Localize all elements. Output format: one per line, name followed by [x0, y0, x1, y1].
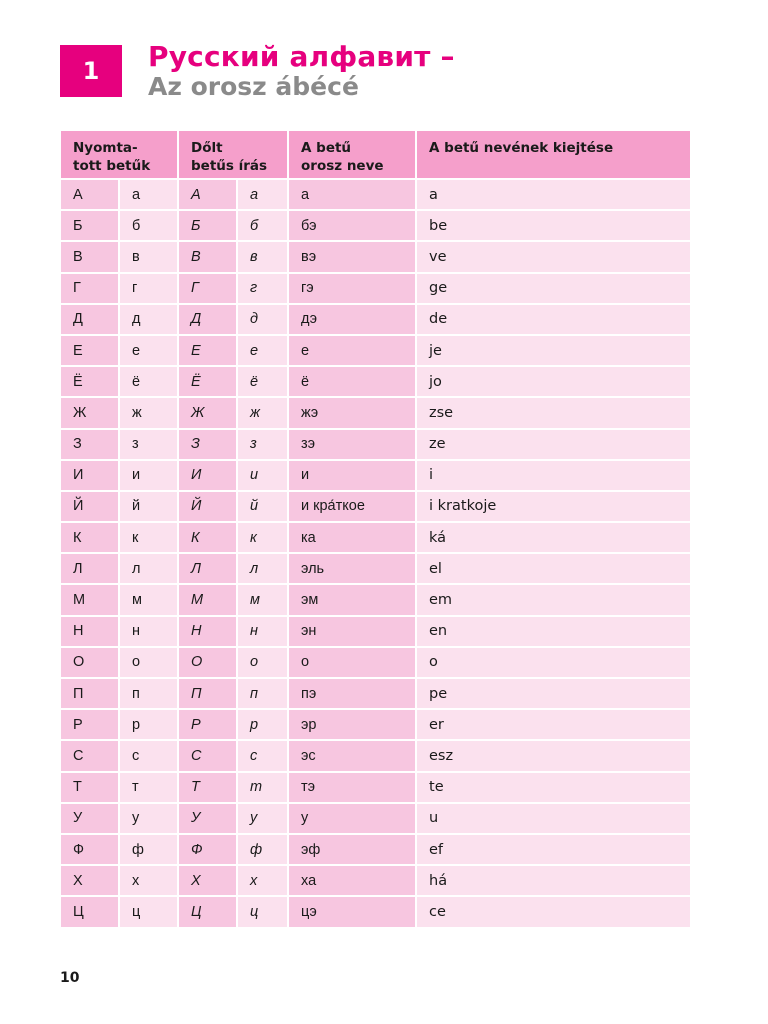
- table-row: [61, 648, 690, 679]
- table-row: [61, 804, 690, 835]
- pronunciation-cell: de: [417, 305, 690, 336]
- pronunciation-cell: er: [417, 710, 690, 741]
- alphabet-table-body: [61, 180, 690, 929]
- russian-name-cell: и кра́ткое: [289, 492, 417, 523]
- italic-lowercase-cell: е: [238, 336, 289, 367]
- header-italic-letters: [179, 131, 289, 180]
- pronunciation-cell: en: [417, 617, 690, 648]
- printed-lowercase-cell: о: [120, 648, 179, 679]
- pronunciation-cell: em: [417, 585, 690, 616]
- italic-lowercase-cell: п: [238, 679, 289, 710]
- russian-name-cell: зэ: [289, 430, 417, 461]
- russian-name-cell: ё: [289, 367, 417, 398]
- russian-name-cell: эф: [289, 835, 417, 866]
- pronunciation-cell: ze: [417, 430, 690, 461]
- italic-uppercase-cell: З: [179, 430, 238, 461]
- printed-lowercase-cell: т: [120, 773, 179, 804]
- printed-uppercase-cell: В: [61, 242, 120, 273]
- printed-lowercase-cell: н: [120, 617, 179, 648]
- italic-lowercase-cell: в: [238, 242, 289, 273]
- page-number: 10: [60, 970, 80, 986]
- printed-uppercase-cell: Б: [61, 211, 120, 242]
- table-row: [61, 897, 690, 928]
- italic-uppercase-cell: Л: [179, 554, 238, 585]
- italic-uppercase-cell: Н: [179, 617, 238, 648]
- pronunciation-cell: i: [417, 461, 690, 492]
- russian-name-cell: и: [289, 461, 417, 492]
- russian-name-cell: у: [289, 804, 417, 835]
- italic-uppercase-cell: Т: [179, 773, 238, 804]
- printed-uppercase-cell: Л: [61, 554, 120, 585]
- italic-uppercase-cell: В: [179, 242, 238, 273]
- printed-lowercase-cell: г: [120, 274, 179, 305]
- printed-lowercase-cell: с: [120, 741, 179, 772]
- italic-lowercase-cell: т: [238, 773, 289, 804]
- printed-uppercase-cell: Х: [61, 866, 120, 897]
- printed-uppercase-cell: З: [61, 430, 120, 461]
- printed-lowercase-cell: л: [120, 554, 179, 585]
- pronunciation-cell: te: [417, 773, 690, 804]
- header-name-line1: A betű: [301, 140, 352, 156]
- pronunciation-cell: je: [417, 336, 690, 367]
- header-russian-name: [289, 131, 417, 180]
- printed-uppercase-cell: Ж: [61, 398, 120, 429]
- italic-uppercase-cell: Е: [179, 336, 238, 367]
- page-title-hungarian: Az orosz ábécé: [148, 72, 359, 101]
- italic-uppercase-cell: Ц: [179, 897, 238, 928]
- printed-lowercase-cell: ц: [120, 897, 179, 928]
- russian-name-cell: бэ: [289, 211, 417, 242]
- printed-uppercase-cell: Й: [61, 492, 120, 523]
- russian-name-cell: тэ: [289, 773, 417, 804]
- russian-name-cell: цэ: [289, 897, 417, 928]
- pronunciation-cell: o: [417, 648, 690, 679]
- italic-lowercase-cell: о: [238, 648, 289, 679]
- printed-uppercase-cell: О: [61, 648, 120, 679]
- table-row: [61, 274, 690, 305]
- table-row: [61, 741, 690, 772]
- printed-lowercase-cell: а: [120, 180, 179, 211]
- russian-name-cell: ха: [289, 866, 417, 897]
- italic-uppercase-cell: К: [179, 523, 238, 554]
- printed-uppercase-cell: Ф: [61, 835, 120, 866]
- italic-lowercase-cell: а: [238, 180, 289, 211]
- chapter-number-badge: [60, 45, 122, 97]
- table-row: [61, 585, 690, 616]
- pronunciation-cell: a: [417, 180, 690, 211]
- printed-uppercase-cell: Д: [61, 305, 120, 336]
- italic-lowercase-cell: ж: [238, 398, 289, 429]
- italic-lowercase-cell: х: [238, 866, 289, 897]
- printed-lowercase-cell: ф: [120, 835, 179, 866]
- russian-name-cell: вэ: [289, 242, 417, 273]
- printed-uppercase-cell: С: [61, 741, 120, 772]
- italic-uppercase-cell: С: [179, 741, 238, 772]
- pronunciation-cell: há: [417, 866, 690, 897]
- printed-uppercase-cell: М: [61, 585, 120, 616]
- italic-lowercase-cell: д: [238, 305, 289, 336]
- italic-lowercase-cell: н: [238, 617, 289, 648]
- table-row: [61, 773, 690, 804]
- italic-lowercase-cell: р: [238, 710, 289, 741]
- printed-lowercase-cell: й: [120, 492, 179, 523]
- pronunciation-cell: esz: [417, 741, 690, 772]
- alphabet-table: [61, 131, 690, 929]
- pronunciation-cell: el: [417, 554, 690, 585]
- header-printed-line2: tott betűk: [73, 158, 151, 174]
- printed-lowercase-cell: м: [120, 585, 179, 616]
- printed-lowercase-cell: е: [120, 336, 179, 367]
- printed-lowercase-cell: в: [120, 242, 179, 273]
- header-printed-line1: Nyomta-: [73, 140, 138, 156]
- pronunciation-cell: i kratkoje: [417, 492, 690, 523]
- printed-uppercase-cell: Ц: [61, 897, 120, 928]
- printed-uppercase-cell: Е: [61, 336, 120, 367]
- printed-lowercase-cell: з: [120, 430, 179, 461]
- table-row: [61, 835, 690, 866]
- header-name-line2: orosz neve: [301, 158, 384, 174]
- pronunciation-cell: ge: [417, 274, 690, 305]
- table-row: [61, 866, 690, 897]
- pronunciation-cell: ká: [417, 523, 690, 554]
- italic-lowercase-cell: б: [238, 211, 289, 242]
- russian-name-cell: гэ: [289, 274, 417, 305]
- header-italic-line1: Dőlt: [191, 140, 223, 156]
- printed-uppercase-cell: А: [61, 180, 120, 211]
- italic-lowercase-cell: й: [238, 492, 289, 523]
- italic-lowercase-cell: л: [238, 554, 289, 585]
- table-row: [61, 211, 690, 242]
- table-header-row: [61, 131, 690, 180]
- printed-lowercase-cell: у: [120, 804, 179, 835]
- italic-uppercase-cell: У: [179, 804, 238, 835]
- table-row: [61, 305, 690, 336]
- pronunciation-cell: ef: [417, 835, 690, 866]
- italic-uppercase-cell: А: [179, 180, 238, 211]
- pronunciation-cell: be: [417, 211, 690, 242]
- printed-lowercase-cell: п: [120, 679, 179, 710]
- printed-uppercase-cell: Р: [61, 710, 120, 741]
- italic-lowercase-cell: и: [238, 461, 289, 492]
- italic-lowercase-cell: с: [238, 741, 289, 772]
- italic-lowercase-cell: ц: [238, 897, 289, 928]
- italic-uppercase-cell: Ф: [179, 835, 238, 866]
- italic-uppercase-cell: И: [179, 461, 238, 492]
- italic-uppercase-cell: М: [179, 585, 238, 616]
- printed-lowercase-cell: ё: [120, 367, 179, 398]
- printed-uppercase-cell: Т: [61, 773, 120, 804]
- italic-uppercase-cell: Р: [179, 710, 238, 741]
- header-pronunciation: A betű nevének kiejtése: [417, 131, 690, 180]
- italic-uppercase-cell: П: [179, 679, 238, 710]
- italic-uppercase-cell: Б: [179, 211, 238, 242]
- table-row: [61, 367, 690, 398]
- pronunciation-cell: ce: [417, 897, 690, 928]
- printed-lowercase-cell: к: [120, 523, 179, 554]
- printed-uppercase-cell: Н: [61, 617, 120, 648]
- italic-uppercase-cell: Г: [179, 274, 238, 305]
- header-italic-line2: betűs írás: [191, 158, 268, 174]
- table-row: [61, 180, 690, 211]
- russian-name-cell: эр: [289, 710, 417, 741]
- italic-uppercase-cell: Й: [179, 492, 238, 523]
- pronunciation-cell: pe: [417, 679, 690, 710]
- italic-lowercase-cell: у: [238, 804, 289, 835]
- italic-lowercase-cell: ф: [238, 835, 289, 866]
- pronunciation-cell: u: [417, 804, 690, 835]
- printed-lowercase-cell: х: [120, 866, 179, 897]
- italic-lowercase-cell: ё: [238, 367, 289, 398]
- printed-uppercase-cell: П: [61, 679, 120, 710]
- russian-name-cell: эм: [289, 585, 417, 616]
- table-row: [61, 710, 690, 741]
- russian-name-cell: ка: [289, 523, 417, 554]
- printed-uppercase-cell: Г: [61, 274, 120, 305]
- russian-name-cell: е: [289, 336, 417, 367]
- printed-lowercase-cell: р: [120, 710, 179, 741]
- italic-uppercase-cell: Ё: [179, 367, 238, 398]
- italic-lowercase-cell: з: [238, 430, 289, 461]
- russian-name-cell: эль: [289, 554, 417, 585]
- chapter-number: 1: [82, 57, 100, 85]
- table-row: [61, 461, 690, 492]
- table-row: [61, 523, 690, 554]
- italic-uppercase-cell: Х: [179, 866, 238, 897]
- italic-lowercase-cell: г: [238, 274, 289, 305]
- italic-uppercase-cell: Ж: [179, 398, 238, 429]
- table-row: [61, 430, 690, 461]
- italic-lowercase-cell: м: [238, 585, 289, 616]
- russian-name-cell: жэ: [289, 398, 417, 429]
- printed-lowercase-cell: б: [120, 211, 179, 242]
- table-row: [61, 554, 690, 585]
- printed-lowercase-cell: ж: [120, 398, 179, 429]
- table-row: [61, 336, 690, 367]
- table-row: [61, 679, 690, 710]
- italic-uppercase-cell: Д: [179, 305, 238, 336]
- russian-name-cell: а: [289, 180, 417, 211]
- italic-lowercase-cell: к: [238, 523, 289, 554]
- printed-uppercase-cell: У: [61, 804, 120, 835]
- russian-name-cell: эс: [289, 741, 417, 772]
- printed-uppercase-cell: К: [61, 523, 120, 554]
- pronunciation-cell: ve: [417, 242, 690, 273]
- printed-uppercase-cell: И: [61, 461, 120, 492]
- table-row: [61, 492, 690, 523]
- printed-lowercase-cell: и: [120, 461, 179, 492]
- header-printed-letters: [61, 131, 179, 180]
- printed-lowercase-cell: д: [120, 305, 179, 336]
- russian-name-cell: эн: [289, 617, 417, 648]
- russian-name-cell: пэ: [289, 679, 417, 710]
- table-row: [61, 398, 690, 429]
- page-title-russian: Русский алфавит –: [148, 40, 455, 73]
- italic-uppercase-cell: О: [179, 648, 238, 679]
- pronunciation-cell: zse: [417, 398, 690, 429]
- printed-uppercase-cell: Ё: [61, 367, 120, 398]
- table-row: [61, 242, 690, 273]
- table-row: [61, 617, 690, 648]
- russian-name-cell: дэ: [289, 305, 417, 336]
- pronunciation-cell: jo: [417, 367, 690, 398]
- russian-name-cell: о: [289, 648, 417, 679]
